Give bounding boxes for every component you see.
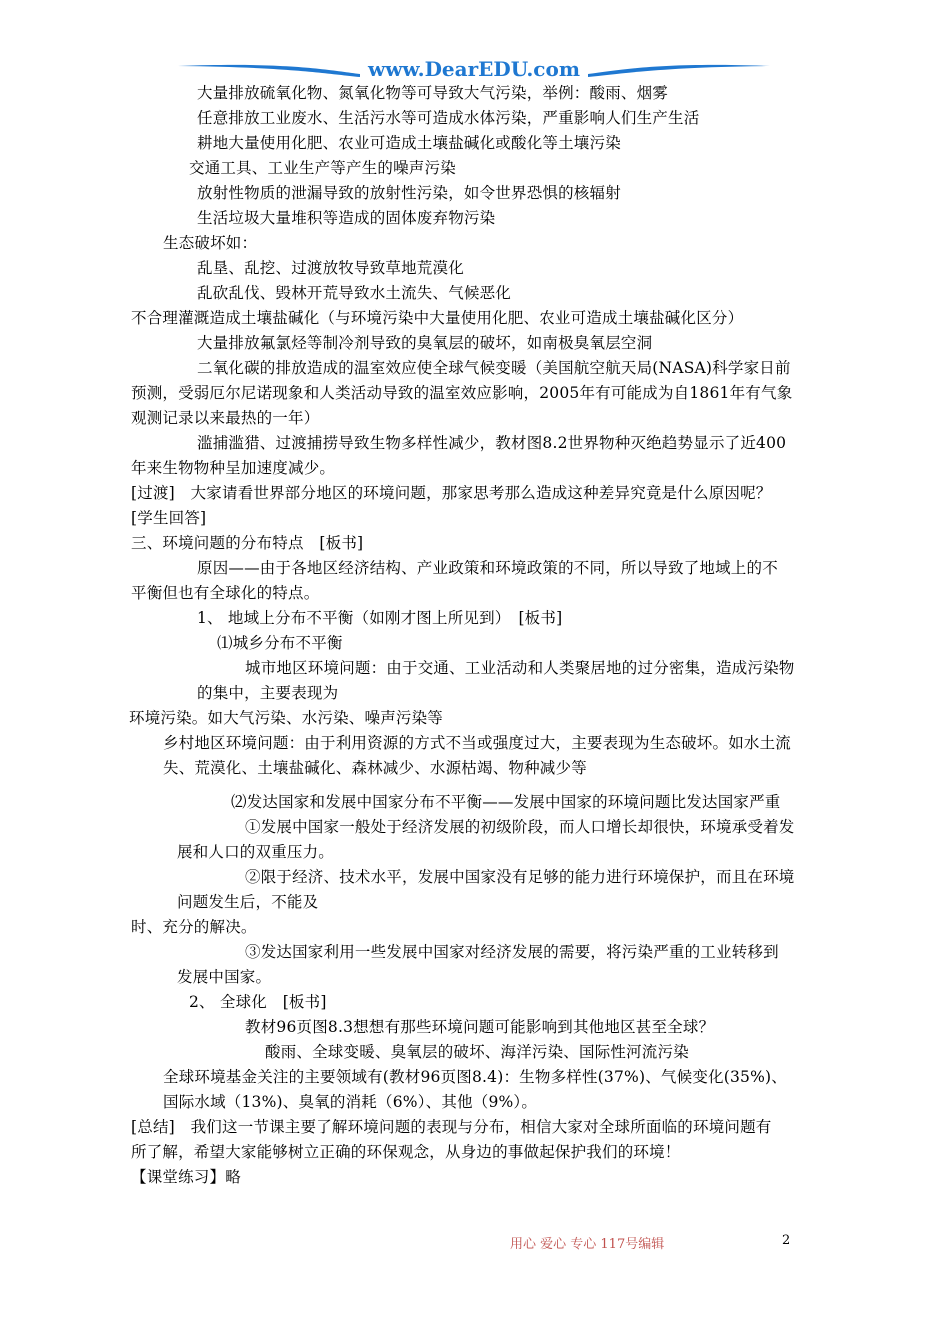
text-line: 【课堂练习】略	[131, 1168, 241, 1186]
text-line: 观测记录以来最热的一年）	[131, 409, 320, 427]
subsection-heading: 1、 地域上分布不平衡（如刚才图上所见到） [板书]	[197, 609, 563, 627]
page-number: 2	[782, 1233, 791, 1248]
text-line: 滥捕滥猎、过渡捕捞导致生物多样性减少，教材图8.2世界物种灭绝趋势显示了近400	[197, 434, 787, 452]
text-line: 发展中国家。	[177, 968, 272, 986]
text-line: 乱垦、乱挖、过渡放牧导致草地荒漠化	[197, 259, 464, 277]
text-line: 环境污染。如大气污染、水污染、噪声污染等	[129, 709, 444, 727]
text-line: [学生回答]	[131, 509, 207, 527]
text-line: 大量排放硫氧化物、氮氧化物等可导致大气污染，举例：酸雨、烟雾	[197, 84, 669, 102]
text-line: 耕地大量使用化肥、农业可造成土壤盐碱化或酸化等土壤污染	[197, 134, 621, 152]
text-line: 所了解，希望大家能够树立正确的环保观念，从身边的事做起保护我们的环境！	[131, 1143, 681, 1161]
text-line: 放射性物质的泄漏导致的放射性污染，如令世界恐惧的核辐射	[197, 184, 621, 202]
footer-text: 用心 爱心 专心 117号编辑	[510, 1237, 665, 1252]
text-line: 乱砍乱伐、毁林开荒导致水土流失、气候恶化	[197, 284, 512, 302]
text-line: 任意排放工业废水、生活污水等可造成水体污染，严重影响人们生产生活	[197, 109, 700, 127]
text-line: 大量排放氟氯烃等制冷剂导致的臭氧层的破坏，如南极臭氧层空洞	[197, 334, 653, 352]
text-line: 生活垃圾大量堆积等造成的固体废弃物污染	[197, 209, 496, 227]
text-line: 乡村地区环境问题：由于利用资源的方式不当或强度过大，主要表现为生态破坏。如水土流	[163, 734, 792, 752]
text-line: 的集中，主要表现为	[197, 684, 339, 702]
text-line: ①发展中国家一般处于经济发展的初级阶段，而人口增长却很快，环境承受着发	[245, 818, 795, 836]
text-line: 原因——由于各地区经济结构、产业政策和环境政策的不同，所以导致了地域上的不	[197, 559, 778, 577]
text-line: 预测，受弱厄尔尼诺现象和人类活动导致的温室效应影响，2005年有可能成为自1861年有气象	[131, 384, 793, 402]
text-line: ③发达国家利用一些发展中国家对经济发展的需要，将污染严重的工业转移到	[245, 943, 779, 961]
text-line: 平衡但也有全球化的特点。	[131, 584, 320, 602]
text-line: 年来生物物种呈加速度减少。	[131, 459, 336, 477]
text-line: [总结] 我们这一节课主要了解环境问题的表现与分布，相信大家对全球所面临的环境问题有	[131, 1118, 772, 1136]
header-logo-text: www.DearEDU.com	[367, 57, 581, 81]
section-heading: 三、环境问题的分布特点 [板书]	[131, 534, 364, 552]
text-line: 生态破坏如：	[163, 234, 258, 252]
text-line: 城市地区环境问题：由于交通、工业活动和人类聚居地的过分密集，造成污染物	[245, 659, 795, 677]
text-line: ⑵发达国家和发展中国家分布不平衡——发展中国家的环境问题比发达国家严重	[231, 793, 781, 811]
text-line: 二氧化碳的排放造成的温室效应使全球气候变暖（美国航空航天局(NASA)科学家日前	[197, 359, 791, 377]
text-line: 展和人口的双重压力。	[177, 843, 335, 861]
header-logo	[178, 54, 770, 84]
text-line: 不合理灌溉造成土壤盐碱化（与环境污染中大量使用化肥、农业可造成土壤盐碱化区分）	[131, 309, 744, 327]
text-line: 交通工具、工业生产等产生的噪声污染	[189, 159, 456, 177]
subsection-heading: 2、 全球化 [板书]	[189, 993, 327, 1011]
text-line: 失、荒漠化、土壤盐碱化、森林减少、水源枯竭、物种减少等	[163, 759, 587, 777]
text-line: 酸雨、全球变暖、臭氧层的破坏、海洋污染、国际性河流污染	[265, 1043, 689, 1061]
text-line: 教材96页图8.3想想有那些环境问题可能影响到其他地区甚至全球？	[245, 1018, 715, 1036]
text-line: [过渡] 大家请看世界部分地区的环境问题，那家思考那么造成这种差异究竟是什么原因呢？	[131, 484, 772, 502]
text-line: 时、充分的解决。	[131, 918, 257, 936]
text-line: 问题发生后，不能及	[177, 893, 319, 911]
text-line: 全球环境基金关注的主要领域有(教材96页图8.4)：生物多样性(37%)、气候变化(35%)、	[163, 1068, 787, 1086]
text-line: 国际水域（13%)、臭氧的消耗（6%）、其他（9%）。	[163, 1093, 538, 1111]
text-line: ⑴城乡分布不平衡	[217, 634, 343, 652]
text-line: ②限于经济、技术水平，发展中国家没有足够的能力进行环境保护，而且在环境	[245, 868, 795, 886]
